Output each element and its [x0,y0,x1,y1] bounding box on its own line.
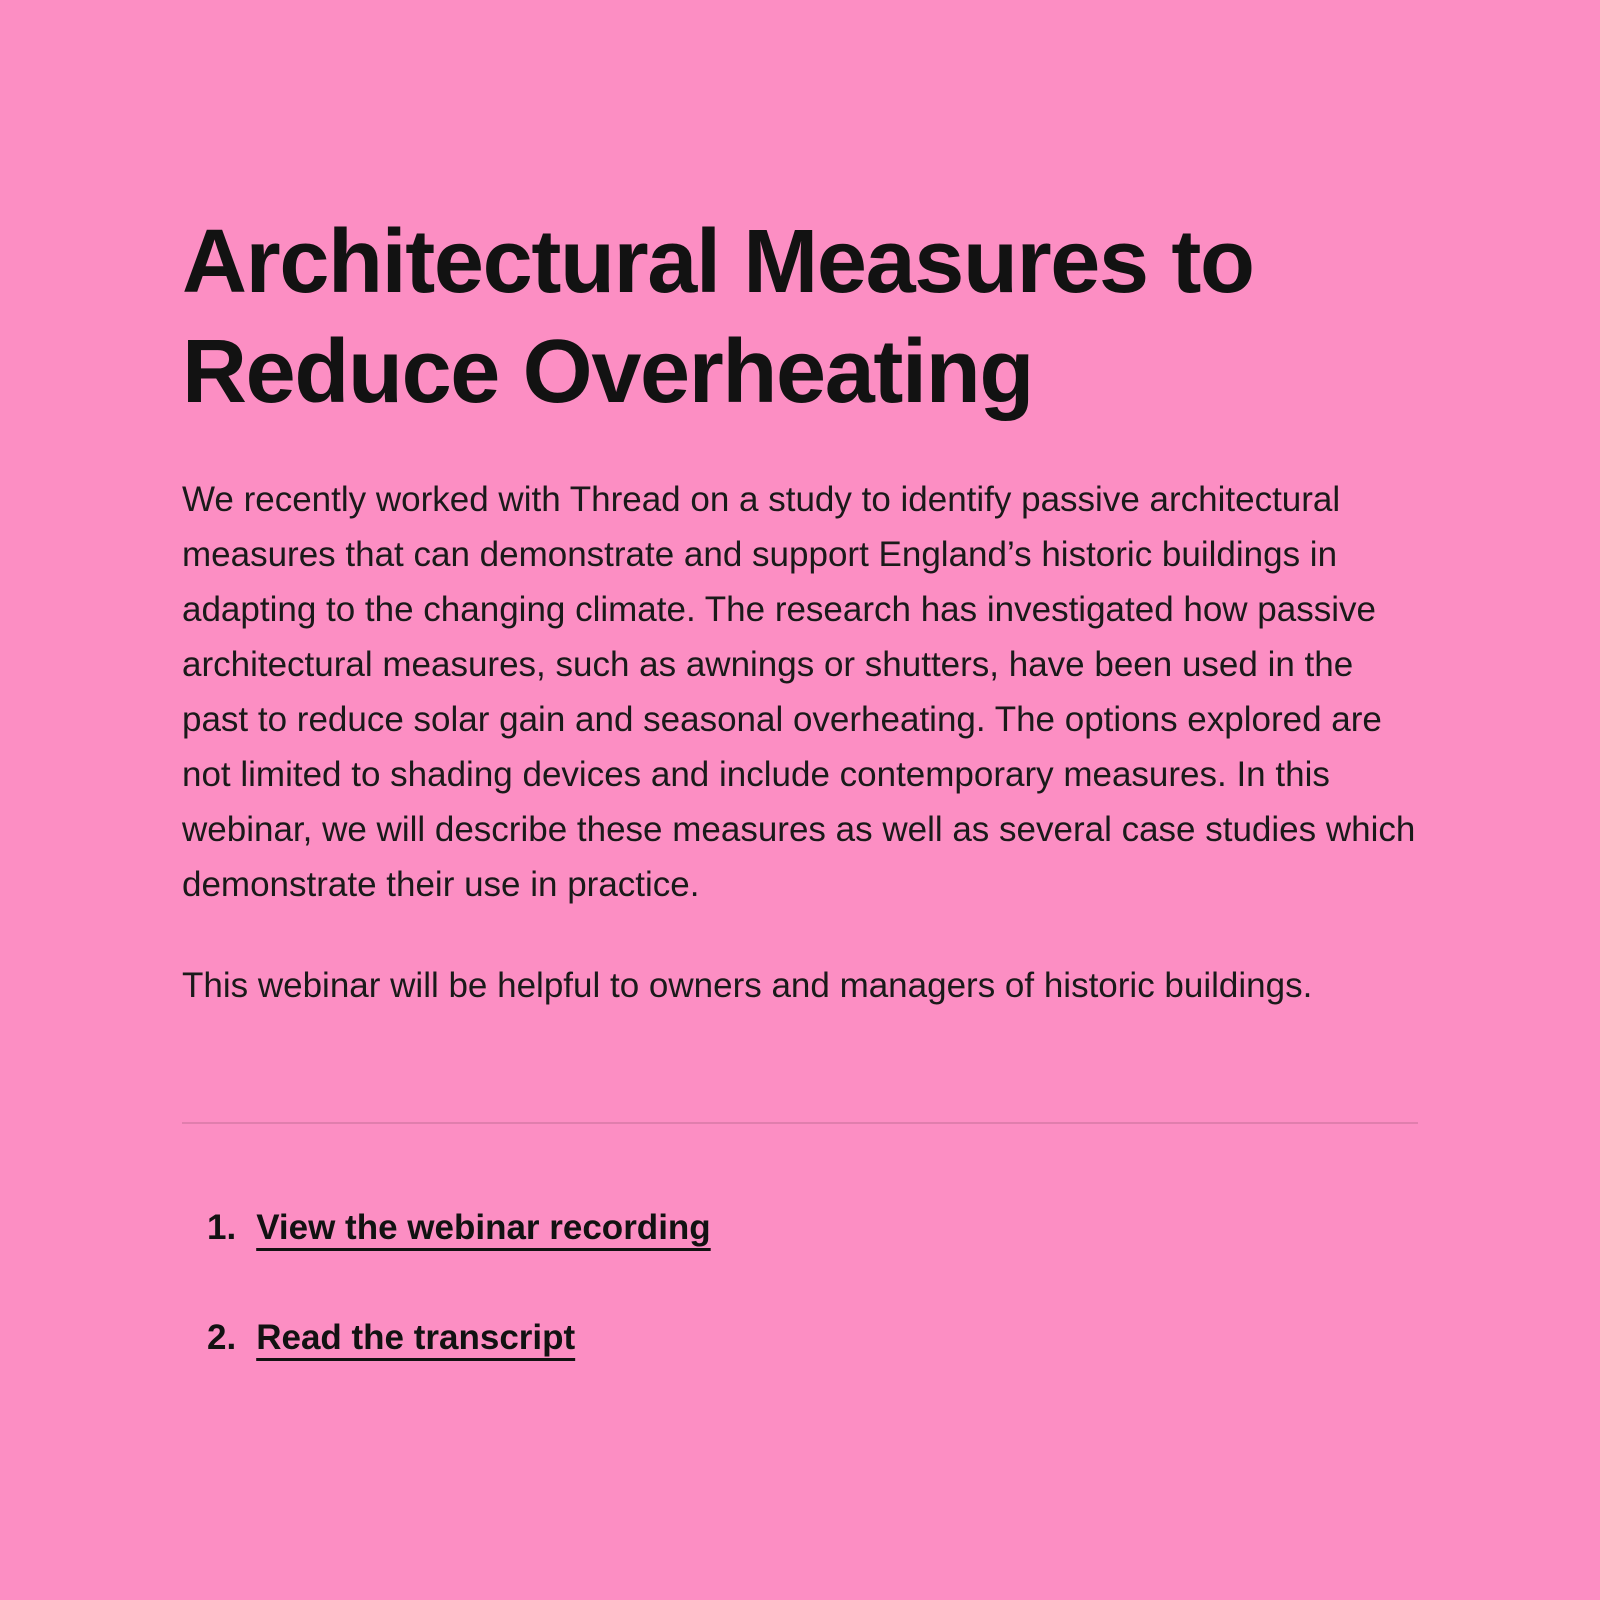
list-item-number: 1. [207,1207,237,1247]
resource-links-list [182,1204,1418,1362]
transcript-link[interactable]: Read the transcript [256,1317,576,1357]
page-title: Architectural Measures to Reduce Overheating [182,212,1254,422]
list-item-number: 2. [207,1317,237,1357]
webinar-recording-link[interactable]: View the webinar recording [256,1207,711,1247]
list-item-webinar-recording [207,1204,1418,1252]
audience-paragraph: This webinar will be helpful to owners and managers of historic buildings. [182,965,1313,1005]
intro-paragraph: We recently worked with Thread on a study to identify passive architectural measures that can demonstrate and support England’s historic buildings in adapting to the changing climate. The research has investigated how passive architectural measures, such as awnings or shutters, have been used in the past to reduce solar gain and seasonal overheating. The options explored are not limited to shading devices and include contemporary measures. In this webinar, we will describe these measures as well as several case studies which demonstrate their use in practice. [182,479,1416,904]
section-divider [182,1122,1418,1124]
list-item-transcript [207,1314,1418,1362]
article-content [182,0,1418,1362]
